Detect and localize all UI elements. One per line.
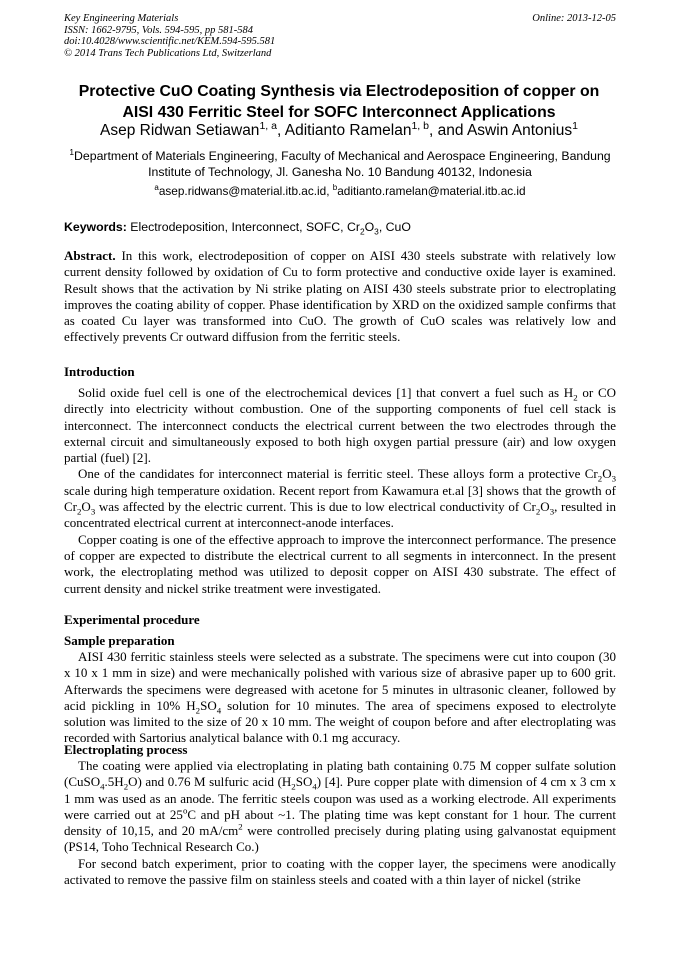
affiliation-text: Department of Materials Engineering, Faculty of Mechanical and Aerospace Engineering, Bandung Institute of Technology, Jl. Ganesha No. 10 Bandung 40132, Indonesia [74,149,611,179]
title-line-2: AISI 430 Ferritic Steel for SOFC Interconnect Applications [122,104,556,121]
author-separator: , [277,122,285,139]
paper-title [50,81,628,123]
abstract-label: Abstract. [64,248,116,263]
keywords-label: Keywords: [64,220,127,234]
subsection-heading-sample-preparation: Sample preparation [64,633,175,648]
author-1-affil: 1, a [259,119,278,132]
doi-line[interactable]: doi:10.4028/www.scientific.net/KEM.594-595.581 [64,36,276,47]
keywords-text: Electrodeposition, Interconnect, SOFC, Cr [126,220,360,234]
author-3: Aswin Antonius [466,122,573,139]
affiliation [64,146,616,180]
title-line-1: Protective CuO Coating Synthesis via Electrodeposition of copper on [78,83,600,100]
paragraph: AISI 430 ferritic stainless steels were selected as a substrate. The specimens were cut into coupon (30 x 10 x 1 mm in size) and were mechanically polished with various size of abrasive paper up to 600 grit. Afterwards the specimens were degreased with acetone for 5 minutes in ultrasonic cleaner, followed by acid pickling in 10% $H_2SO_4$ solution for 10 minutes. The area of specimens exposed to electrolyte solution was limited to the size of 20 x 10 mm. The weight of coupon before and after electroplating was recorded with Sartorius analytical balance with 0.1 mg accuracy. [64,649,616,746]
author-3-affil: 1 [572,119,578,132]
subscript: 2 [359,226,365,237]
section-heading-introduction: Introduction [64,364,135,379]
section-heading-experimental: Experimental procedure [64,612,200,627]
email-separator: , [326,184,333,198]
copyright-line: © 2014 Trans Tech Publications Ltd, Switzerland [64,47,272,59]
author-1: Asep Ridwan Setiawan [100,122,260,139]
paragraph: Solid oxide fuel cell is one of the electrochemical devices [1] that convert a fuel such as $H_2$ or CO directly into electricity without combustion. One of the supporting components of fuel cell stack is interconnect. The interconnect conducts the electrical current between the two electrodes through the external circuit and simultaneously exposed to both high oxygen partial pressure (air) and low oxygen partial (fuel) [2]. [64,385,617,466]
sample-preparation-body [64,649,616,747]
keywords-text: O [364,220,375,234]
issn-line: ISSN: 1662-9795, Vols. 594-595, pp 581-584 [64,24,253,36]
journal-header [64,13,616,59]
email-b[interactable]: aditianto.ramelan@material.itb.ac.id [337,184,526,198]
paragraph: Copper coating is one of the effective approach to improve the interconnect performance. The presence of copper are expected to distribute the electrical current to all segments in interconnect. In the present work, the electroplating method was utilized to deposit copper on AISI 430 substrate. The effect of current density and nickel strike treatment were investigated. [64,531,616,596]
introduction-body [64,385,616,597]
keywords-text: , CuO [378,220,411,234]
email-b-marker: b [332,183,338,193]
electroplating-body [64,758,616,888]
abstract [64,248,616,346]
author-separator: , and [429,122,467,139]
affiliation-marker: 1 [69,146,75,157]
author-list [50,121,628,141]
paragraph: The coating were applied via electroplating in plating bath containing 0.75 M copper sulfate solution $(CuSO_4.5H_2O)$ and 0.76 M sulfuric acid $(H_2SO_4)$ [4]. Pure copper plate with dimension of 4 cm x 3 cm x 1 mm was used as an anode. The ferritic steels coupon was used as a working electrode. All experiments were carried out at 25$^o$C and pH about ~1. The plating time was kept constant for 1 hour. The current density of 10,15, and 20 $mA/cm^2$ were controlled precisely during plating using galvanostat equipment (PS14, Toho Technical Research Co.) [64,758,616,855]
journal-name: Key Engineering Materials [64,13,179,24]
keywords [64,220,616,235]
online-date: Online: 2013-12-05 [532,13,616,24]
author-2: Aditianto Ramelan [284,122,412,139]
email-a[interactable]: asep.ridwans@material.itb.ac.id [158,184,327,198]
author-2-affil: 1, b [411,119,430,132]
email-a-marker: a [154,183,159,193]
paragraph: For second batch experiment, prior to coating with the copper layer, the specimens were anodically activated to remove the passive film on stainless steels and coated with a thin layer of nickel (strike [64,855,616,888]
subscript: 3 [374,226,379,237]
subsection-heading-electroplating: Electroplating process [64,742,188,757]
abstract-text: In this work, electrodeposition of copper on AISI 430 steels substrate with relatively low current density followed by oxidation of Cu to form protective and conductive oxide layer is examined. Result shows that the activation by Ni strike plating on AISI 430 steels substrate prior to electroplating improves the coating ability of copper. Phase identification by XRD on the oxidized sample confirms that as coated Cu layer was transformed into CuO. The growth of CuO scales was relatively low and effectively prevents Cr outward diffusion from the ferritic steels. [64,248,616,345]
paragraph: One of the candidates for interconnect material is ferritic steel. These alloys form a protective $Cr_2O_3$ scale during high temperature oxidation. Recent report from Kawamura et.al [3] shows that the growth of $Cr_2O_3$ was affected by the electric current. This is due to low electrical conductivity of $Cr_2O_3$, resulted in concentrated electrical current at interconnect-anode interfaces. [64,466,616,531]
author-emails [64,184,616,199]
